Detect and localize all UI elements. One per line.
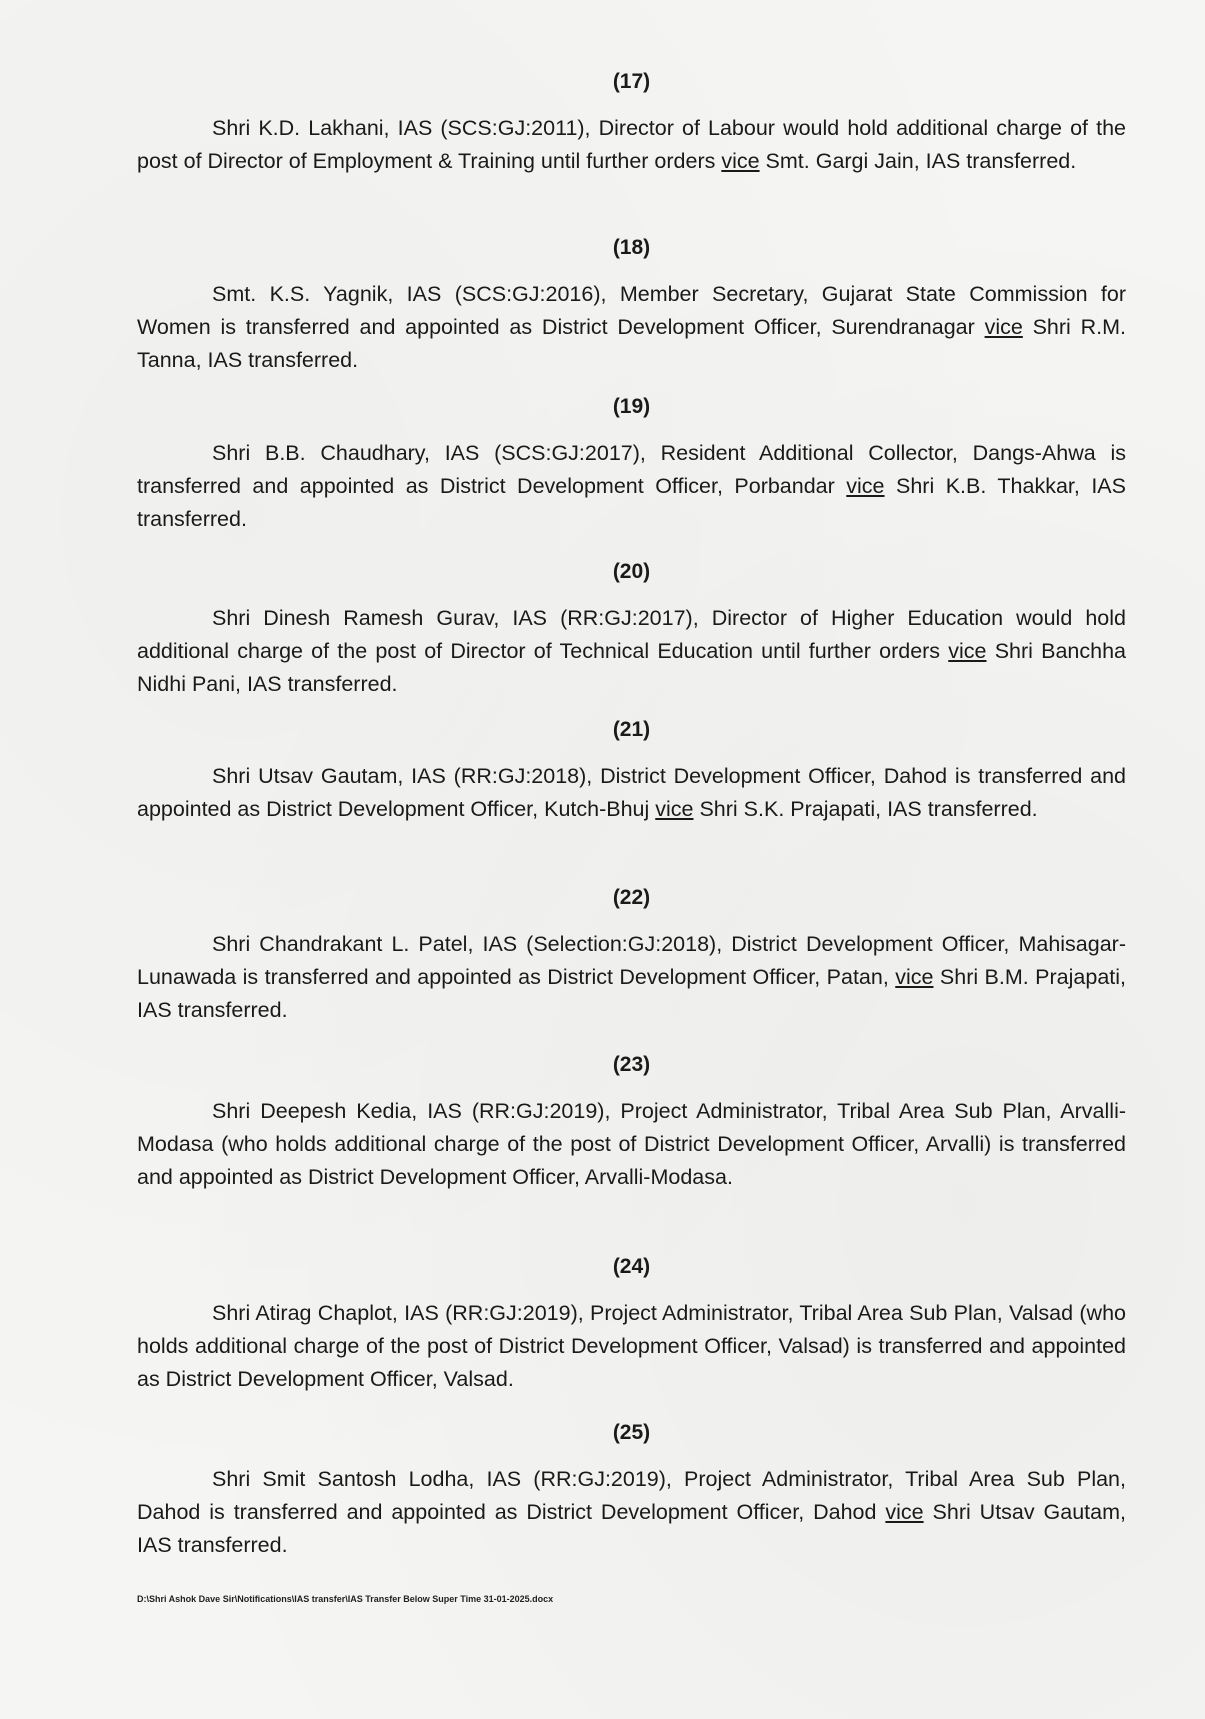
file-path-footer: D:\Shri Ashok Dave Sir\Notifications\IAS transfer\IAS Transfer Below Super Time 31-01-2025.docx [137,1594,554,1604]
order-paragraph: Shri Dinesh Ramesh Gurav, IAS (RR:GJ:2017), Director of Higher Education would hold additional charge of the post of Director of Technical Education until further orders vice Shri Banchha Nidhi Pani, IAS transferred. [137,606,1126,696]
order-22 [137,886,1126,1027]
section-number: (22) [612,886,651,909]
order-23 [137,1053,1126,1194]
order-19 [137,395,1126,536]
order-paragraph: Smt. K.S. Yagnik, IAS (SCS:GJ:2016), Member Secretary, Gujarat State Commission for Women is transferred and appointed as District Development Officer, Surendranagar vice Shri R.M. Tanna, IAS transferred. [137,282,1126,372]
order-21 [137,718,1126,826]
section-number: (18) [612,236,651,259]
section-number: (23) [612,1053,651,1076]
order-24 [137,1255,1126,1396]
order-paragraph: Shri Deepesh Kedia, IAS (RR:GJ:2019), Project Administrator, Tribal Area Sub Plan, Arvalli-Modasa (who holds additional charge of the post of District Development Officer, Arvalli) is transferred and appointed as District Development Officer, Arvalli-Modasa. [137,1099,1126,1189]
section-number: (21) [612,718,651,741]
order-paragraph: Shri Chandrakant L. Patel, IAS (Selection:GJ:2018), District Development Officer, Mahisagar-Lunawada is transferred and appointed as District Development Officer, Patan, vice Shri B.M. Prajapati, IAS transferred. [137,932,1127,1022]
order-25 [137,1421,1126,1562]
section-number: (19) [612,395,651,418]
order-paragraph: Shri Smit Santosh Lodha, IAS (RR:GJ:2019), Project Administrator, Tribal Area Sub Plan, Dahod is transferred and appointed as District Development Officer, Dahod vice Shri Utsav Gautam, IAS transferred. [137,1467,1126,1557]
section-number: (20) [612,560,651,583]
order-20 [137,560,1126,701]
order-paragraph: Shri B.B. Chaudhary, IAS (SCS:GJ:2017), Resident Additional Collector, Dangs-Ahwa is transferred and appointed as District Development Officer, Porbandar vice Shri K.B. Thakkar, IAS transferred. [137,441,1126,531]
section-number: (17) [612,70,651,93]
order-paragraph: Shri K.D. Lakhani, IAS (SCS:GJ:2011), Director of Labour would hold additional charge of the post of Director of Employment & Training until further orders vice Smt. Gargi Jain, IAS transferred. [137,116,1126,173]
order-18 [137,236,1126,377]
section-number: (25) [612,1421,651,1444]
order-paragraph: Shri Utsav Gautam, IAS (RR:GJ:2018), District Development Officer, Dahod is transferred and appointed as District Development Officer, Kutch-Bhuj vice Shri S.K. Prajapati, IAS transferred. [137,764,1126,821]
section-number: (24) [612,1255,651,1278]
order-paragraph: Shri Atirag Chaplot, IAS (RR:GJ:2019), Project Administrator, Tribal Area Sub Plan, Valsad (who holds additional charge of the post of District Development Officer, Valsad) is transferred and appointed as District Development Officer, Valsad. [137,1301,1126,1391]
order-17 [137,70,1126,178]
